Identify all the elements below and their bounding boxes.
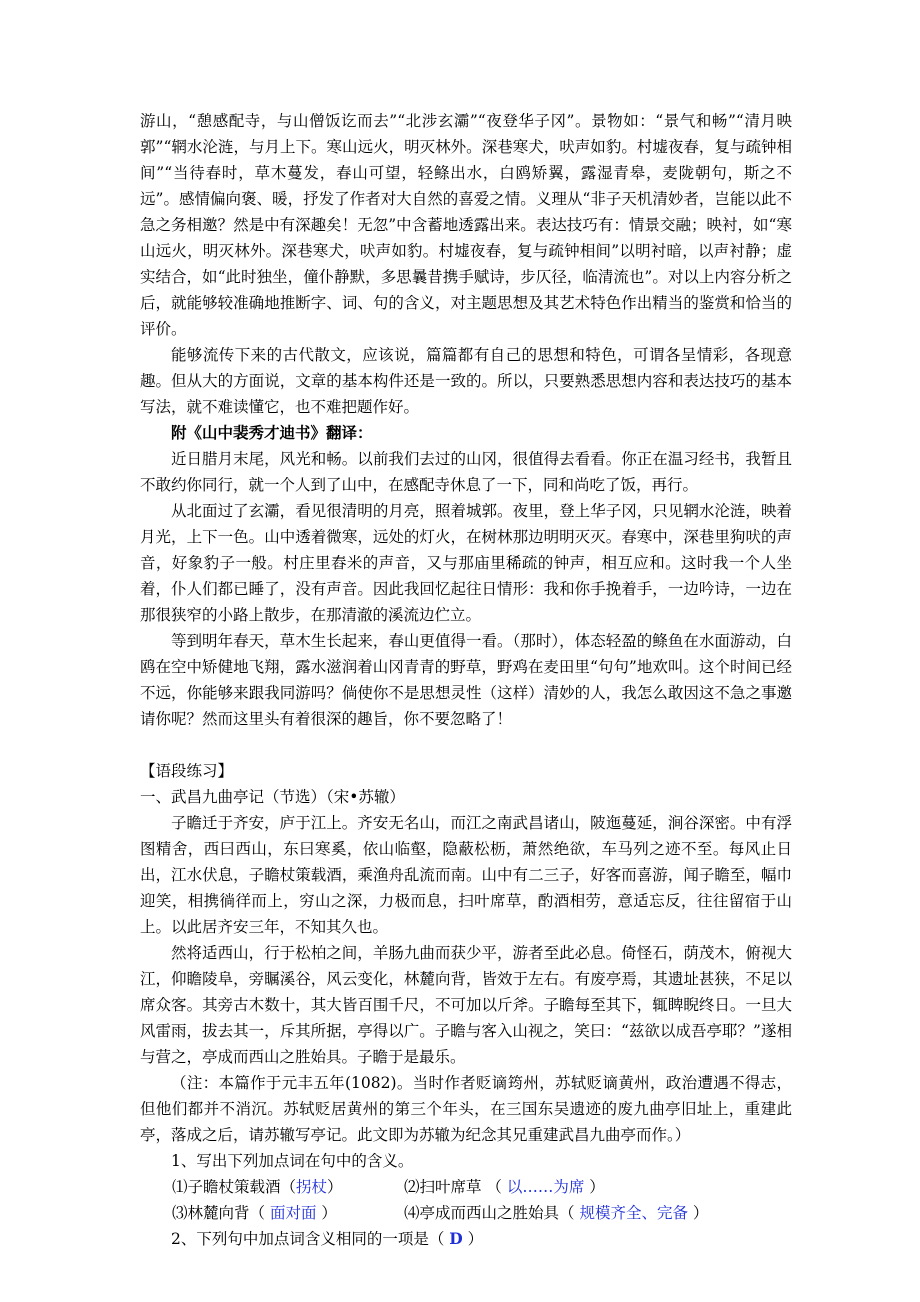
passage-paragraph: 然将适西山，行于松柏之间，羊肠九曲而获少平，游者至此必息。倚怪石，荫茂木，俯视大江，仰瞻陵阜，旁瞩溪谷，风云变化，林麓向背，皆效于左右。有废亭焉，其遗址甚狭，不足以席众客。其旁古木数十，其大皆百围千尺，不可加以斤斧。子瞻每至其下，辄睥睨终日。一旦大风雷雨，拔去其一，斥其所据，亭得以广。子瞻与客入山视之，笑曰：“兹欲以成吾亭耶？”遂相与营之，亭成而西山之胜始具。子瞻于是最乐。 [140, 944, 792, 1066]
item-prompt: ⑴子瞻杖策载酒（ [172, 1178, 297, 1196]
translation-paragraph: 从北面过了玄灞，看见很清明的月亮，照着城郭。夜里，登上华子冈，只见辋水沦涟，映着月光，上下一色。山中透着微寒，远处的灯火，在树林那边明明灭灭。春寒中，深巷里狗吠的声音，好象豹子一般。村庄里舂米的声音，又与那庙里稀疏的钟声，相互应和。这时我一个人坐着，仆人们都已睡了，没有声音。因此我回忆起往日情形：我和你手挽着手，一边吟诗，一边在那很狭窄的小路上散步，在那清澈的溪流边伫立。 [140, 502, 792, 624]
question-2 [140, 1226, 792, 1252]
question-1-item [172, 1200, 404, 1226]
intro-paragraph: 游山，“憩感配寺，与山僧饭讫而去”“北涉玄灞”“夜登华子冈”。景物如：“景气和畅”“清月映郭”“辋水沦涟，与月上下。寒山远火，明灭林外。深巷寒犬，吠声如豹。村墟夜春，复与疏钟相间”“当待春时，草木蔓发，春山可望，轻鲦出水，白鸥矫翼，露湿青皋，麦陇朝句，斯之不远”。感情偏向褒、暖，抒发了作者对大自然的喜爱之情。义理从“非子天机清妙者，岂能以此不急之务相邀？然是中有深趣矣！无忽”中含蓄地透露出来。表达技巧有：情景交融；映衬，如“寒山远火，明灭林外。深巷寒犬，吠声如豹。村墟夜春，复与疏钟相间”以明衬暗，以声衬静；虚实结合，如“此时独坐，僮仆静默，多思曩昔携手赋诗，步仄径，临清流也”。对以上内容分析之后，就能够较准确地推断字、词、句的含义，对主题思想及其艺术特色作出精当的鉴赏和恰当的评价。 [140, 112, 792, 338]
translation-paragraph: 等到明年春天，草木生长起来，春山更值得一看。（那时），体态轻盈的鲦鱼在水面游动，白鸥在空中矫健地飞翔，露水滋润着山冈青青的野草，野鸡在麦田里“句句”地欢叫。这个时间已经不远，你能够来跟我同游吗？倘使你不是思想灵性（这样）清妙的人，我怎么敢因这不急之事邀请你呢？然而这里头有着很深的趣旨，你不要忽略了！ [140, 632, 792, 728]
question-1-item [172, 1174, 404, 1200]
item-prompt: ⑶林麓向背（ [172, 1204, 270, 1222]
question-1-item [404, 1174, 605, 1200]
translation-paragraph: 近日腊月末尾，风光和畅。以前我们去过的山冈，很值得去看看。你正在温习经书，我暂且不敢约你同行，就一个人到了山中，在感配寺休息了一下，同和尚吃了饭，再行。 [140, 450, 792, 494]
item-answer: 以……为席 [506, 1178, 585, 1196]
question-1-stem: 1、写出下列加点词在句中的含义。 [171, 1152, 414, 1170]
translation-heading: 附《山中裴秀才迪书》翻译： [171, 423, 373, 442]
question-2-answer: D [449, 1229, 463, 1248]
item-close: ） [687, 1204, 709, 1222]
item-answer: 拐杖 [296, 1178, 328, 1196]
passage-title: 一、武昌九曲亭记（节选）（宋•苏辙） [140, 788, 405, 806]
item-prompt: ⑷亭成而西山之胜始具（ [404, 1204, 580, 1222]
passage-paragraph: 子瞻迁于齐安，庐于江上。齐安无名山，而江之南武昌诸山，陂迤蔓延，涧谷深密。中有浮图精舍，西曰西山，东曰寒奚，依山临壑，隐蔽松枥，萧然绝欲，车马列之迹不至。每风止日出，江水伏息，子瞻杖策载酒，乘渔舟乱流而南。山中有二三子，好客而喜游，闻子瞻至，幅巾迎笑，相携徜徉而上，穷山之深，力极而息，扫叶席草，酌酒相劳，意适忘反，往往留宿于山上。以此居齐安三年，不知其久也。 [140, 814, 792, 936]
item-prompt: ⑵扫叶席草 （ [404, 1178, 507, 1196]
item-close: ） [584, 1178, 605, 1196]
section-spacer [140, 732, 792, 758]
item-close: ） [327, 1178, 343, 1196]
question-1-row [140, 1174, 792, 1200]
question-1-row [140, 1200, 792, 1226]
item-close: ） [316, 1204, 337, 1222]
question-1-item [404, 1200, 708, 1226]
question-2-stem: 2、下列句中加点词含义相同的一项是（ [171, 1230, 450, 1248]
item-answer: 面对面 [269, 1204, 317, 1222]
summary-paragraph: 能够流传下来的古代散文，应该说，篇篇都有自己的思想和特色，可谓各呈情彩，各现意趣。但从大的方面说，文章的基本构件还是一致的。所以，只要熟悉思想内容和表达技巧的基本写法，就不难读懂它，也不难把题作好。 [140, 346, 792, 416]
item-answer: 规模齐全、完备 [579, 1204, 688, 1222]
practice-heading: 【语段练习】 [140, 762, 234, 780]
passage-note: （注：本篇作于元丰五年(1082)。当时作者贬谪筠州，苏轼贬谪黄州，政治遭遇不得志，但他们都并不消沉。苏轼贬居黄州的第三个年头，在三国东吴遗迹的废九曲亭旧址上，重建此亭，落成之后，请苏辙写亭记。此文即为苏辙为纪念其兄重建武昌九曲亭而作。） [140, 1074, 792, 1144]
question-2-close: ） [462, 1230, 484, 1248]
